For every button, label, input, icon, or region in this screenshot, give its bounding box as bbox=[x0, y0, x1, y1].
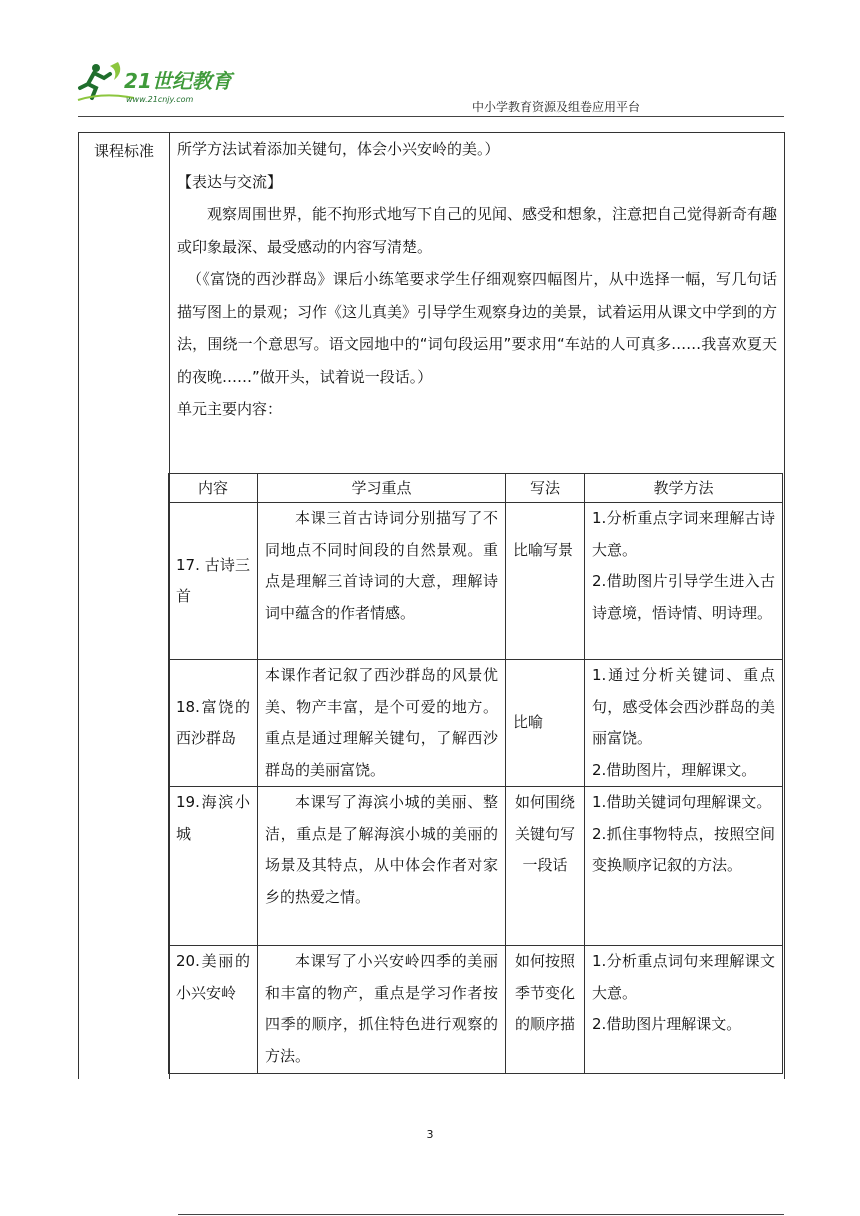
teaching-item: 2.借助图片引导学生进入古诗意境，悟诗情、明诗理。 bbox=[592, 572, 775, 622]
lesson-cell: 17. 古诗三首 bbox=[169, 503, 258, 660]
section-content bbox=[177, 133, 777, 426]
focus-cell bbox=[258, 787, 506, 946]
content-paragraph: 观察周围世界，能不拘形式地写下自己的见闻、感受和想象，注意把自己觉得新奇有趣或印象最深、最受感动的内容写清楚。 bbox=[177, 205, 778, 256]
focus-cell bbox=[258, 503, 506, 660]
method-cell: 如何按照季节变化的顺序描 bbox=[506, 946, 585, 1074]
method-text: 比喻写景 bbox=[513, 541, 574, 559]
teaching-cell bbox=[585, 787, 783, 946]
method-cell bbox=[506, 503, 585, 660]
header-divider bbox=[78, 116, 784, 117]
logo-text: 21世纪教育 bbox=[124, 69, 232, 93]
column-header: 写法 bbox=[506, 474, 585, 503]
method-cell: 如何围绕关键句写一段话 bbox=[506, 787, 585, 946]
lesson-cell: 20.美丽的小兴安岭 bbox=[169, 946, 258, 1074]
method-cell: 比喻 bbox=[506, 660, 585, 787]
teaching-item: 1.分析重点词句来理解课文大意。 bbox=[592, 952, 775, 1002]
focus-text: 本课写了海滨小城的美丽、整洁，重点是了解海滨小城的美丽的场景及其特点，从中体会作者对家乡的热爱之情。 bbox=[265, 793, 498, 906]
page-number: 3 bbox=[426, 1128, 434, 1141]
focus-cell bbox=[258, 946, 506, 1074]
teaching-item: 1.借助关键词句理解课文。 bbox=[592, 793, 772, 811]
teaching-cell bbox=[585, 660, 783, 787]
teaching-item: 1.分析重点字词来理解古诗大意。 bbox=[592, 509, 775, 559]
logo-url-text: www.21cnjy.com bbox=[126, 95, 194, 104]
table-header-row bbox=[169, 474, 783, 503]
content-paragraph: （《富饶的西沙群岛》课后小练笔要求学生仔细观察四幅图片，从中选择一幅，写几句话描写图上的景观；习作《这儿真美》引导学生观察身边的美景，试着运用从课文中学到的方法，围绕一个意思写。语文园地中的“词句段运用”要求用“车站的人可真多……我喜欢夏天的夜晚……”做开头，试着说一段话。） bbox=[177, 270, 778, 386]
column-header: 内容 bbox=[169, 474, 258, 503]
teaching-item: 2.抓住事物特点，按照空间变换顺序记叙的方法。 bbox=[592, 824, 775, 874]
table-row bbox=[169, 946, 783, 1074]
column-header: 教学方法 bbox=[585, 474, 783, 503]
section-label: 课程标准 bbox=[93, 142, 154, 160]
lesson-cell: 18.富饶的西沙群岛 bbox=[169, 660, 258, 787]
content-heading: 【表达与交流】 bbox=[177, 172, 283, 191]
table-row bbox=[169, 660, 783, 787]
platform-name: 中小学教育资源及组卷应用平台 bbox=[472, 100, 641, 114]
teaching-item: 2.借助图片理解课文。 bbox=[592, 1015, 742, 1033]
teaching-cell bbox=[585, 503, 783, 660]
unit-content-table bbox=[168, 473, 783, 1074]
unit-title: 单元主要内容： bbox=[177, 400, 283, 418]
table-row bbox=[169, 787, 783, 946]
teaching-item: 1.通过分析关键词、重点句，感受体会西沙群岛的美丽富饶。 bbox=[592, 666, 775, 747]
focus-text: 本课写了小兴安岭四季的美丽和丰富的物产，重点是学习作者按四季的顺序，抓住特色进行观察的方法。 bbox=[265, 952, 498, 1065]
footer-divider bbox=[178, 1214, 784, 1215]
teaching-item: 2.借助图片，理解课文。 bbox=[592, 760, 757, 779]
focus-text: 本课三首古诗词分别描写了不同地点不同时间段的自然景观。重点是理解三首诗词的大意，理解诗词中蕴含的作者情感。 bbox=[265, 509, 498, 622]
teaching-cell bbox=[585, 946, 783, 1074]
column-header: 学习重点 bbox=[258, 474, 506, 503]
table-row bbox=[169, 503, 783, 660]
focus-cell: 本课作者记叙了西沙群岛的风景优美、物产丰富，是个可爱的地方。重点是通过理解关键句，了解西沙群岛的美丽富饶。 bbox=[258, 660, 506, 787]
content-line: 所学方法试着添加关键句，体会小兴安岭的美。） bbox=[177, 140, 500, 158]
site-logo bbox=[74, 58, 244, 108]
lesson-cell: 19.海滨小城 bbox=[169, 787, 258, 946]
